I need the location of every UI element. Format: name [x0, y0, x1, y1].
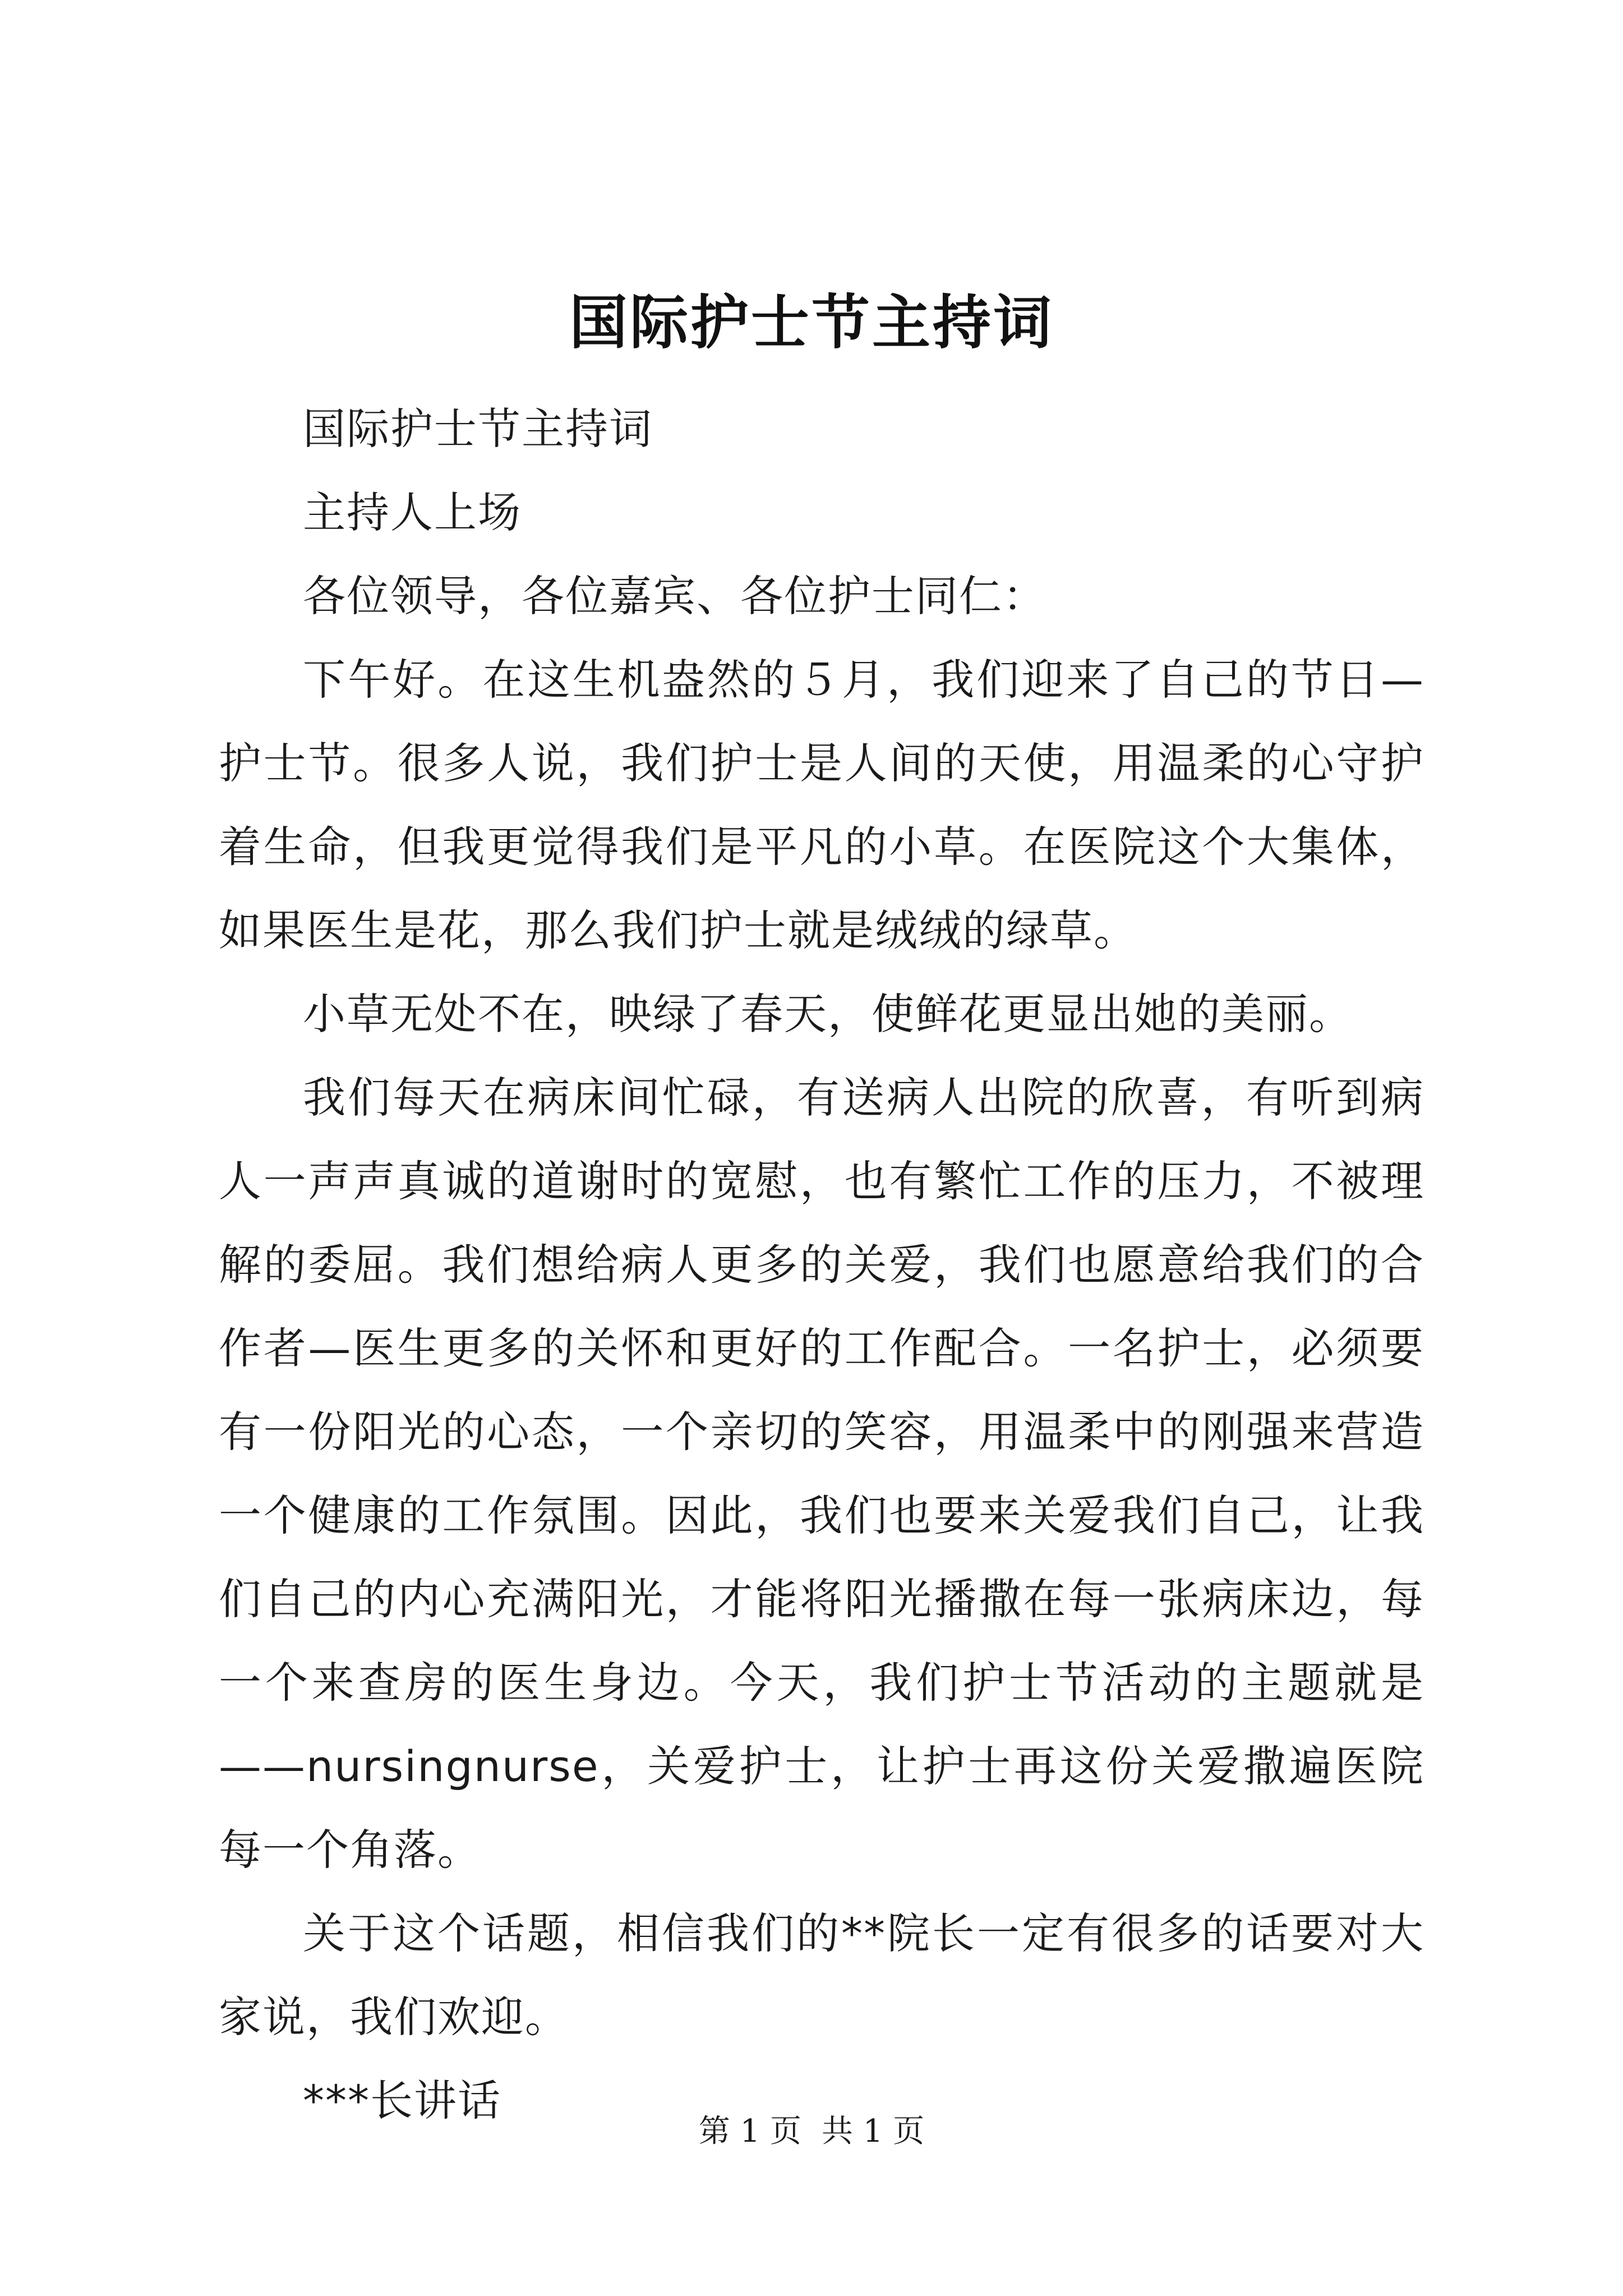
paragraph-speech: ***长讲话	[303, 2076, 501, 2125]
paragraph-greeting: 各位领导，各位嘉宾、各位护士同仁：	[303, 571, 1046, 621]
document-body	[219, 387, 1424, 2142]
paragraph-grass: 小草无处不在，映绿了春天，使鲜花更显出她的美丽。	[303, 989, 1353, 1039]
paragraph-invitation: 关于这个话题，相信我们的**院长一定有很多的话要对大家说，我们欢迎。	[219, 1908, 1424, 2042]
page-total: 共 1 页	[822, 2113, 925, 2150]
document-title: 国际护士节主持词	[569, 288, 1054, 357]
paragraph-host-entrance: 主持人上场	[303, 487, 522, 537]
paragraph-daily-work: 我们每天在病床间忙碌，有送病人出院的欣喜，有听到病人一声声真诚的道谢时的宽慰，也有繁忙工作的压力，不被理解的委屈。我们想给病人更多的关爱，我们也愿意给我们的合作者—医生更多的关怀和更好的工作配合。一名护士，必须要有一份阳光的心态，一个亲切的笑容，用温柔中的刚强来营造一个健康的工作氛围。因此，我们也要来关爱我们自己，让我们自己的内心充满阳光，才能将阳光播撒在每一张病床边，每一个来查房的医生身边。今天，我们护士节活动的主题就是——nursingnurse，关爱护士，让护士再这份关爱撒遍医院每一个角落。	[219, 1073, 1424, 1875]
paragraph-heading: 国际护士节主持词	[303, 404, 653, 454]
paragraph-opening: 下午好。在这生机盎然的５月，我们迎来了自己的节日—护士节。很多人说，我们护士是人间的天使，用温柔的心守护着生命，但我更觉得我们是平凡的小草。在医院这个大集体，如果医生是花，那么我们护士就是绒绒的绿草。	[219, 655, 1424, 955]
page-footer	[0, 2109, 1623, 2154]
page-number: 第 1 页	[698, 2113, 801, 2150]
